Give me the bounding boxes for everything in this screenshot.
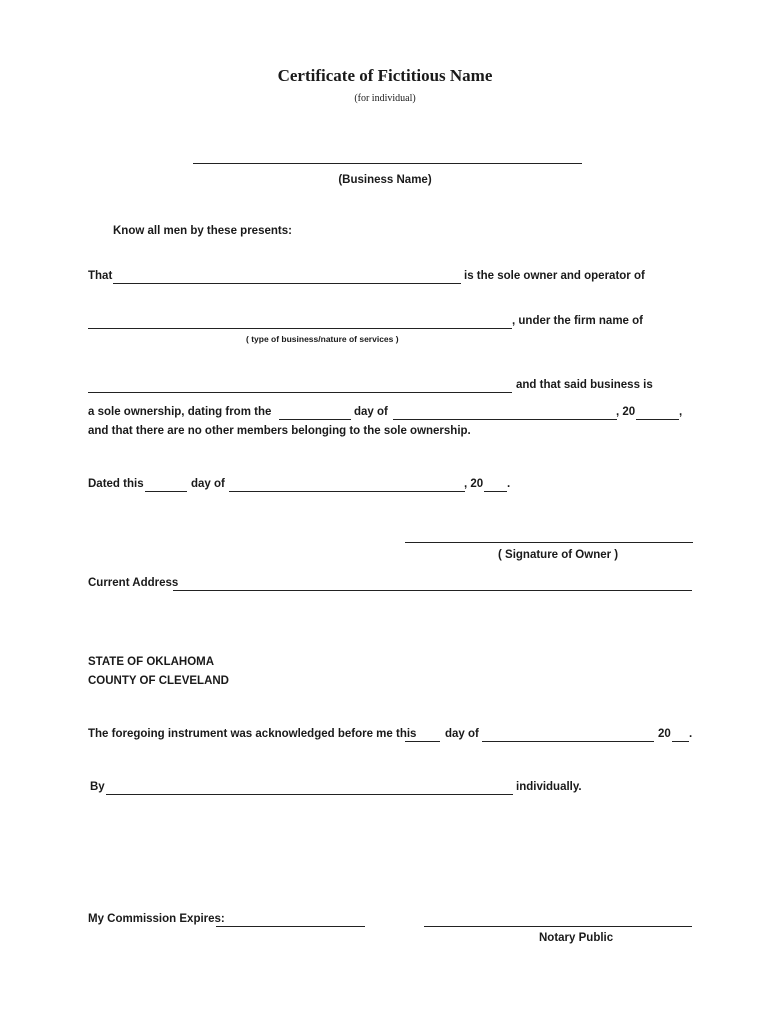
- dated-text-2: day of: [191, 478, 225, 490]
- by-name-field[interactable]: [106, 794, 513, 795]
- dated-day-field[interactable]: [145, 491, 187, 492]
- dated-month-field[interactable]: [229, 491, 465, 492]
- business-suffix: and that said business is: [516, 379, 653, 391]
- page-title: Certificate of Fictitious Name: [277, 66, 493, 85]
- dated-year-field[interactable]: [484, 491, 507, 492]
- intro-text: Know all men by these presents:: [113, 225, 292, 237]
- ownership-month-field[interactable]: [393, 419, 617, 420]
- page-subtitle: (for individual): [354, 93, 416, 104]
- ownership-text-3: , 20: [616, 406, 636, 418]
- business-name-field[interactable]: [193, 163, 582, 164]
- county-label: COUNTY OF CLEVELAND: [88, 675, 229, 687]
- business-name-label: (Business Name): [338, 174, 432, 186]
- business-type-field[interactable]: [88, 328, 512, 329]
- owner-prefix: That: [88, 270, 113, 282]
- ownership-text-5: and that there are no other members belonging to the sole ownership.: [88, 425, 471, 437]
- notary-label: Notary Public: [539, 932, 614, 944]
- signature-label: ( Signature of Owner ): [498, 549, 619, 561]
- address-label: Current Address: [88, 577, 179, 589]
- firm-name-field[interactable]: [88, 392, 512, 393]
- ack-text-4: .: [689, 728, 693, 740]
- notary-signature-field[interactable]: [424, 926, 692, 927]
- firm-suffix: , under the firm name of: [512, 315, 643, 327]
- dated-text-4: .: [507, 478, 511, 490]
- address-field[interactable]: [173, 590, 692, 591]
- commission-label: My Commission Expires:: [88, 913, 225, 925]
- ack-day-field[interactable]: [405, 741, 440, 742]
- owner-name-field[interactable]: [113, 283, 461, 284]
- owner-signature-field[interactable]: [405, 542, 693, 543]
- ownership-day-field[interactable]: [279, 419, 351, 420]
- ownership-year-field[interactable]: [636, 419, 679, 420]
- owner-suffix: is the sole owner and operator of: [464, 270, 645, 282]
- ack-year-field[interactable]: [672, 741, 689, 742]
- ownership-text-1: a sole ownership, dating from the: [88, 406, 272, 418]
- ack-text-3: 20: [658, 728, 671, 740]
- commission-expires-field[interactable]: [216, 926, 365, 927]
- business-type-caption: ( type of business/nature of services ): [246, 334, 399, 344]
- ownership-text-2: day of: [354, 406, 388, 418]
- ack-month-field[interactable]: [482, 741, 654, 742]
- dated-text-1: Dated this: [88, 478, 144, 490]
- ownership-text-4: ,: [679, 406, 683, 418]
- ack-text-1: The foregoing instrument was acknowledged before me this: [88, 728, 417, 740]
- by-suffix: individually.: [516, 781, 582, 793]
- state-label: STATE OF OKLAHOMA: [88, 656, 215, 668]
- by-prefix: By: [90, 781, 105, 793]
- dated-text-3: , 20: [464, 478, 484, 490]
- ack-text-2: day of: [445, 728, 479, 740]
